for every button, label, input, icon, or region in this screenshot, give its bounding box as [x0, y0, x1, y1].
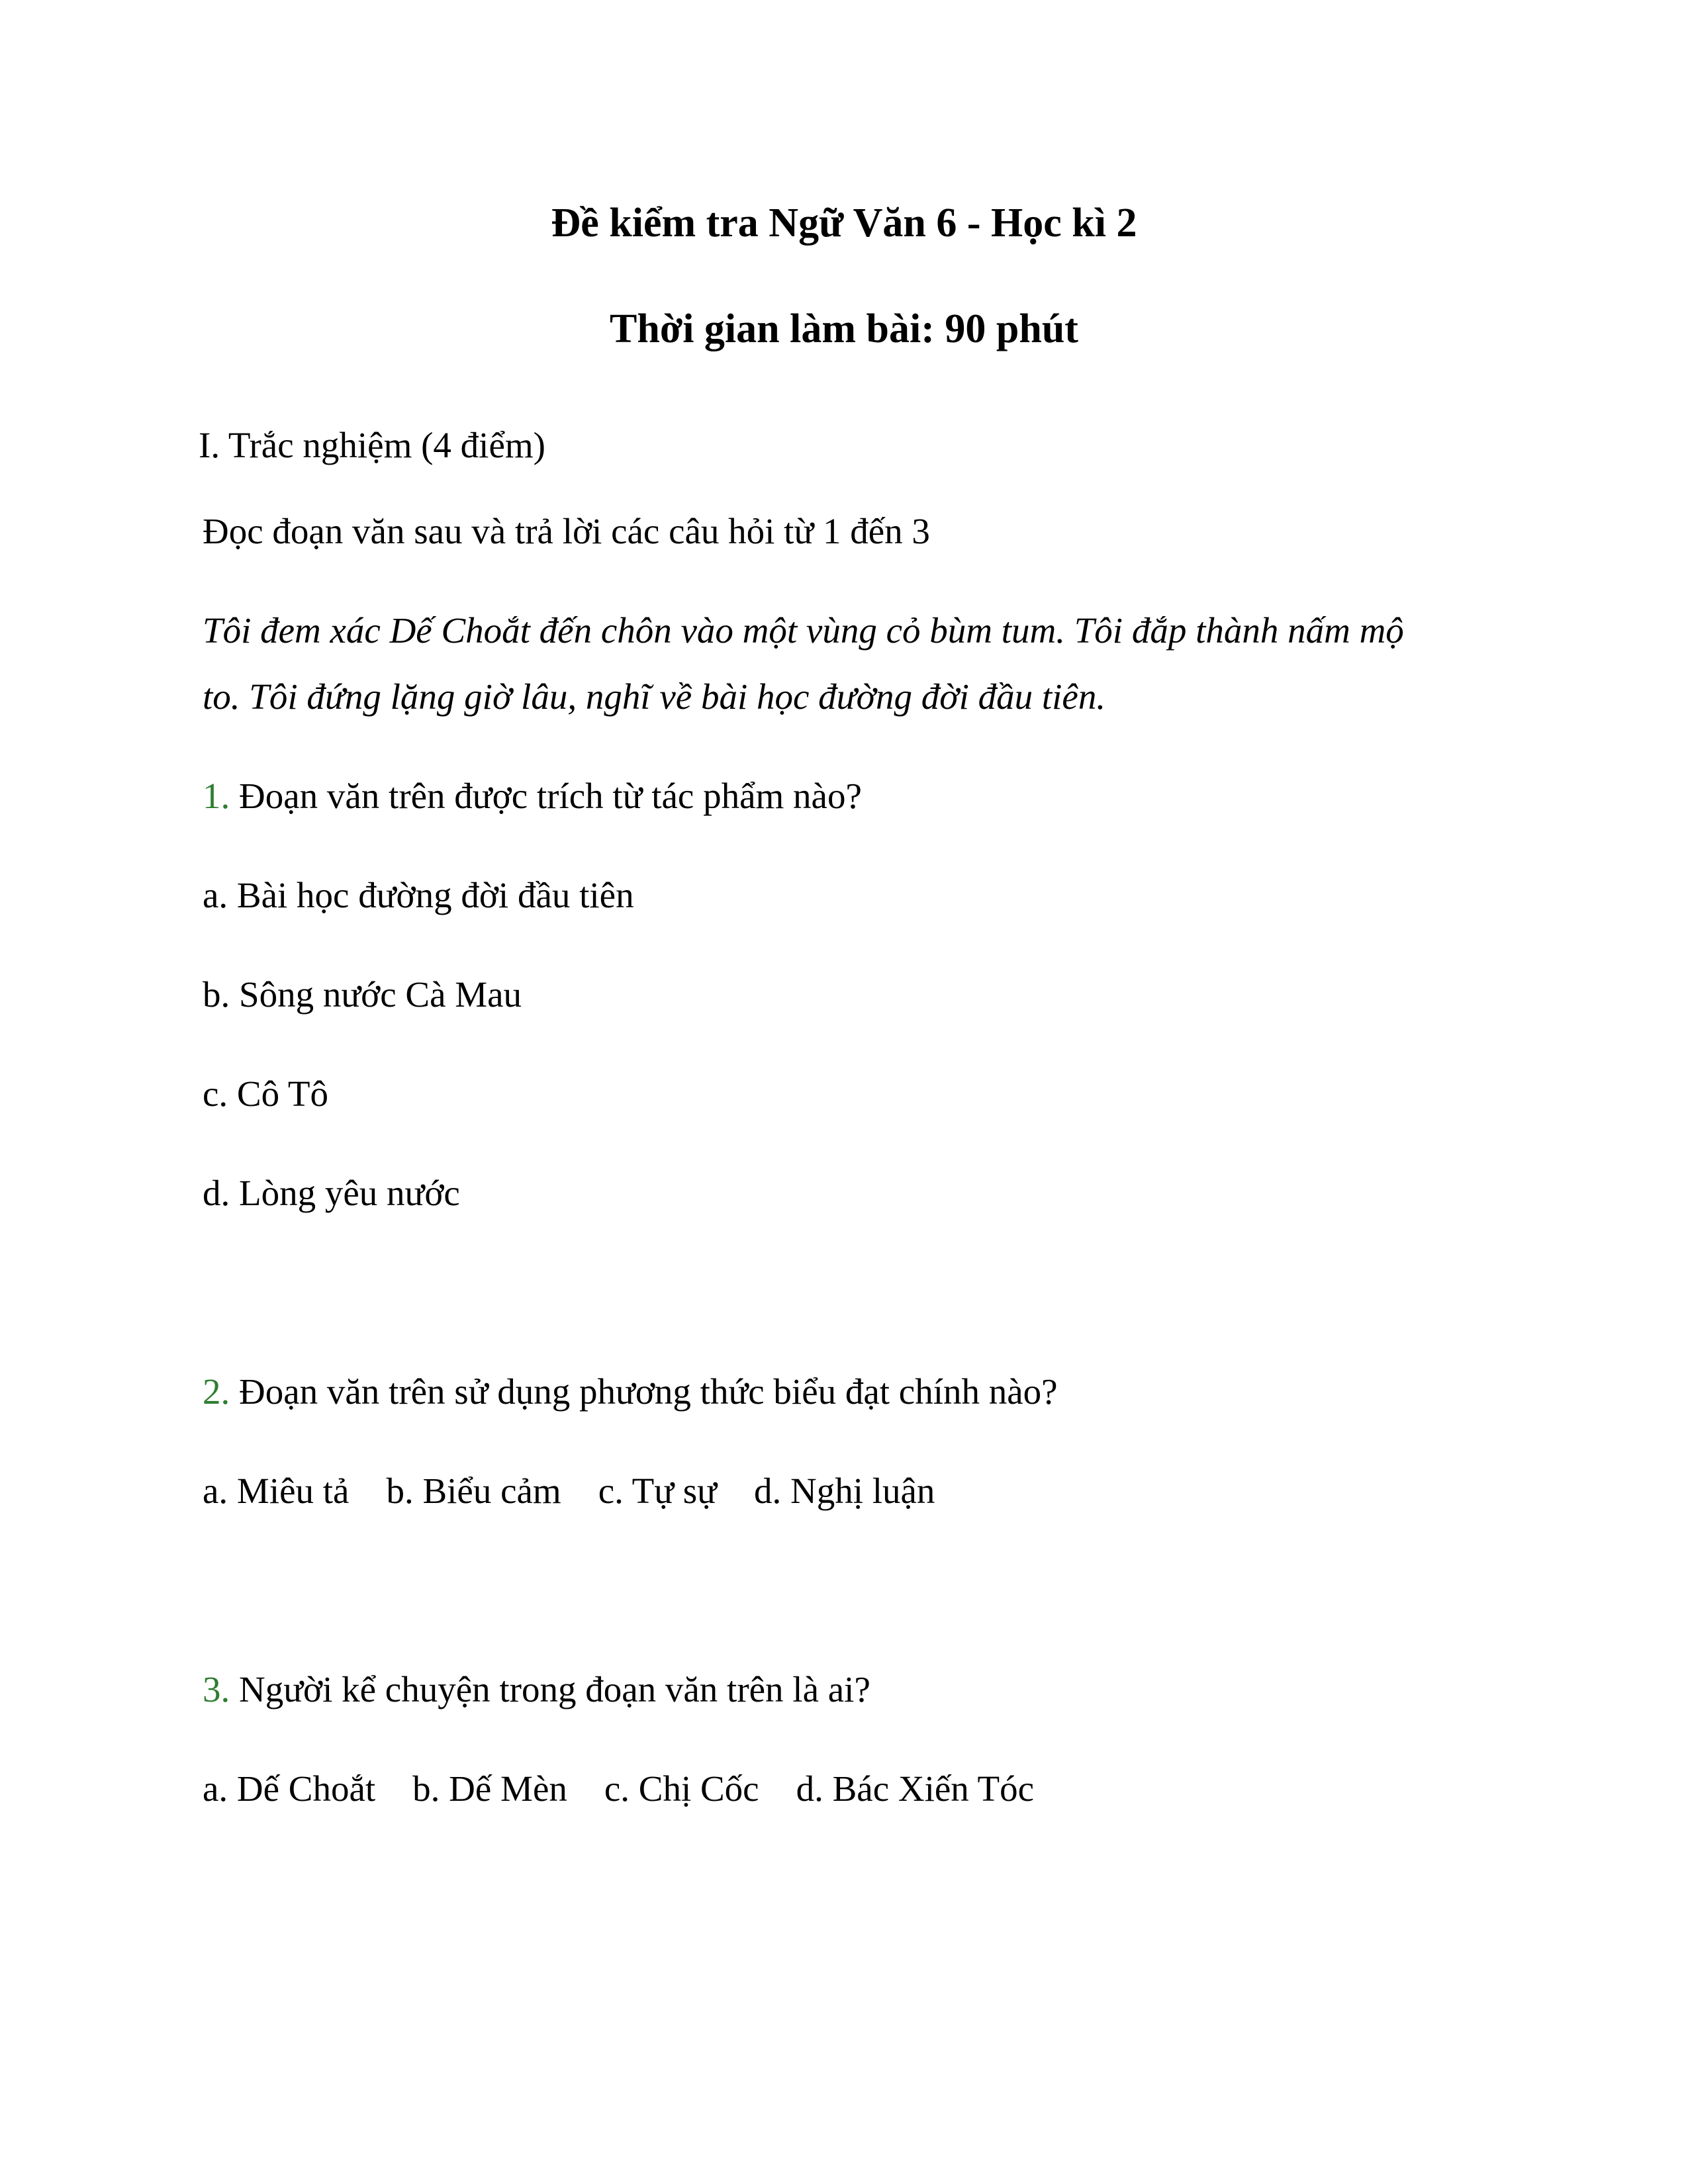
question-number: 3.	[203, 1669, 230, 1709]
instruction-text: Đọc đoạn văn sau và trả lời các câu hỏi từ 1 đến 3	[203, 511, 930, 551]
question-number: 2.	[203, 1371, 230, 1412]
q2-option-a: a. Miêu tả	[203, 1471, 350, 1511]
q3-option-a: a. Dế Choắt	[203, 1768, 376, 1809]
q2-option-c: c. Tự sự	[598, 1471, 717, 1511]
question-2	[203, 1370, 1058, 1414]
question-3	[203, 1668, 870, 1711]
q3-options	[203, 1767, 1034, 1811]
time-limit: Thời gian làm bài: 90 phút	[610, 306, 1078, 351]
q3-option-b: b. Dế Mèn	[412, 1768, 567, 1809]
q1-option-a: a. Bài học đường đời đầu tiên	[203, 875, 634, 915]
question-1	[203, 774, 862, 818]
passage-line-2: to. Tôi đứng lặng giờ lâu, nghĩ về bài học đường đời đầu tiên.	[203, 676, 1106, 717]
question-number: 1.	[203, 776, 230, 816]
q2-options	[203, 1469, 935, 1513]
q2-option-b: b. Biểu cảm	[386, 1471, 561, 1511]
section-heading: I. Trắc nghiệm (4 điểm)	[199, 425, 545, 465]
q2-option-d: d. Nghị luận	[753, 1471, 935, 1511]
passage-line-1: Tôi đem xác Dế Choắt đến chôn vào một vùng cỏ bùm tum. Tôi đắp thành nấm mộ	[203, 610, 1404, 651]
question-text: Đoạn văn trên sử dụng phương thức biểu đạt chính nào?	[230, 1371, 1058, 1412]
q1-option-b: b. Sông nước Cà Mau	[203, 974, 522, 1015]
question-text: Đoạn văn trên được trích từ tác phẩm nào?	[230, 776, 862, 816]
question-text: Người kể chuyện trong đoạn văn trên là ai?	[230, 1669, 870, 1709]
page-title: Đề kiểm tra Ngữ Văn 6 - Học kì 2	[551, 201, 1137, 246]
q3-option-c: c. Chị Cốc	[604, 1768, 759, 1809]
q1-option-d: d. Lòng yêu nước	[203, 1173, 460, 1213]
q3-option-d: d. Bác Xiến Tóc	[796, 1768, 1035, 1809]
q1-option-c: c. Cô Tô	[203, 1073, 328, 1114]
